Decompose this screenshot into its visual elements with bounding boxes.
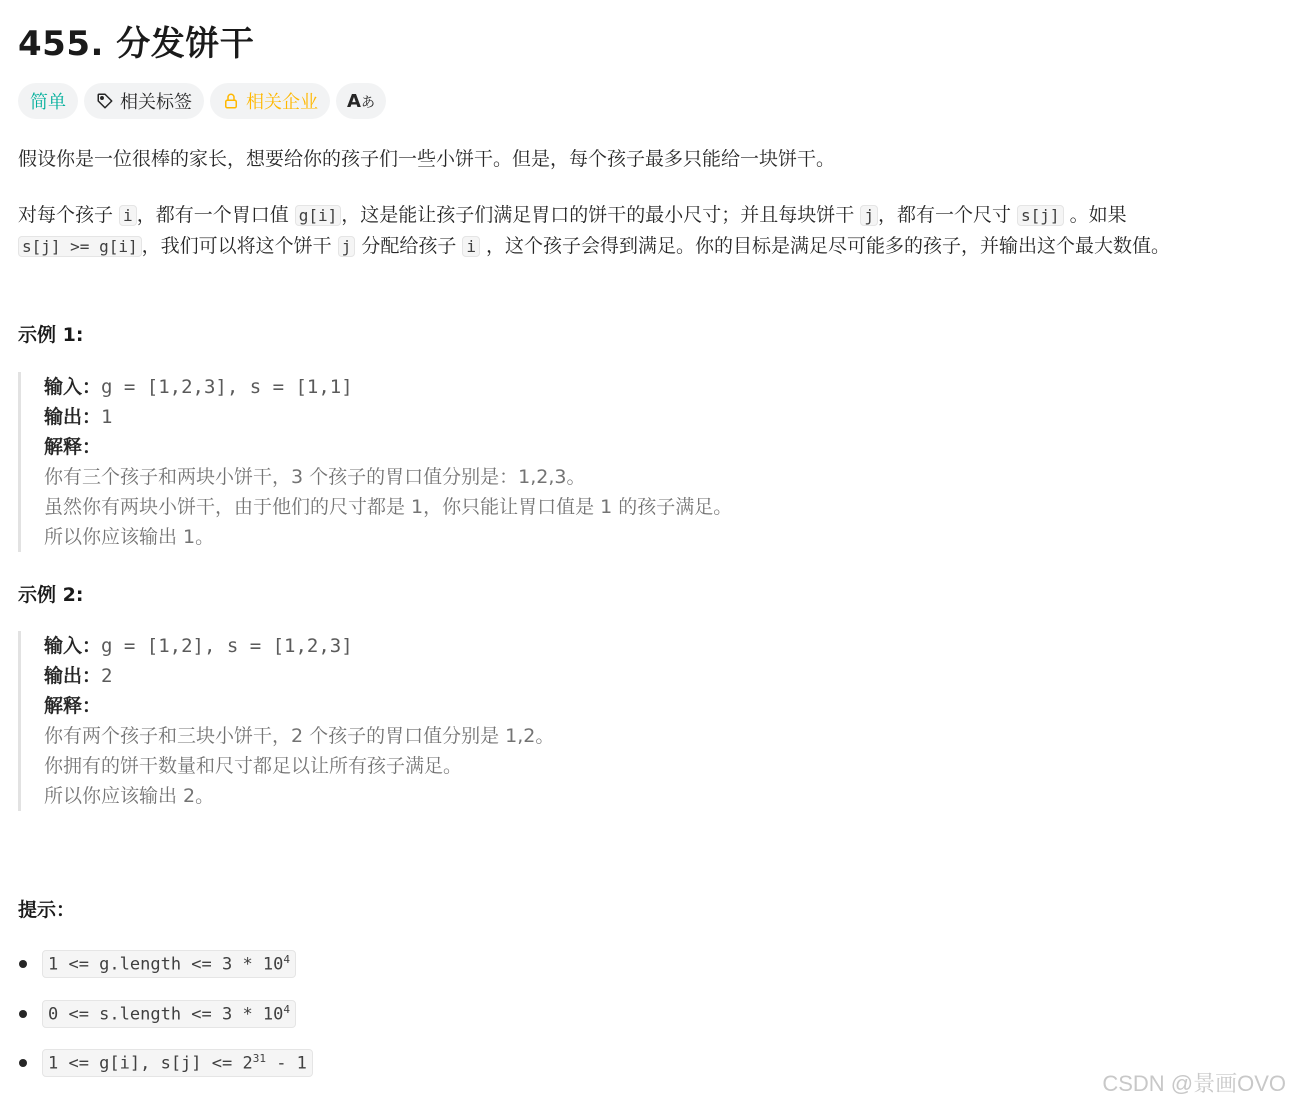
tag-row [18,83,386,119]
output-value: 1 [101,406,113,428]
text: 分配给孩子 [355,235,463,257]
example-2-heading: 示例 2: [18,584,84,606]
text: ，这是能让孩子们满足胃口的饼干的最小尺寸；并且每块饼干 [341,204,861,226]
input-value: g = [1,2,3], s = [1,1] [101,376,353,398]
text: ，这个孩子会得到满足。你的目标是满足尽可能多的孩子，并输出这个最大数值。 [480,235,1171,257]
constraint-text: 1 <= g.length <= 3 * 10 [48,954,284,975]
inline-code: j [338,236,356,257]
exponent: 31 [252,1052,266,1065]
lock-icon [222,92,240,110]
output-label: 输出： [44,406,102,428]
translate-icon: Aあ [347,90,375,112]
inline-code: i [462,236,480,257]
bullet-icon [19,1010,27,1018]
constraint-text: 1 <= g[i], s[j] <= 2 [48,1053,253,1074]
constraint-item [18,950,296,978]
explain-line: 你有两个孩子和三块小饼干，2 个孩子的胃口值分别是 1,2。 [44,725,555,747]
constraint-item [18,1049,313,1077]
input-value: g = [1,2], s = [1,2,3] [101,635,353,657]
explain-label: 解释： [44,695,102,717]
description-paragraph-1: 假设你是一位很棒的家长，想要给你的孩子们一些小饼干。但是，每个孩子最多只能给一块饼干。 [18,148,836,170]
text: ，我们可以将这个饼干 [141,235,338,257]
example-1-block [18,372,732,552]
bullet-icon [19,1059,27,1067]
description-paragraph-2 [18,200,1127,231]
text: ，都有一个尺寸 [877,204,1017,226]
input-label: 输入： [44,376,102,398]
example-1-heading: 示例 1: [18,324,84,346]
example-2-block [18,631,554,811]
explain-label: 解释： [44,436,102,458]
tag-icon [96,92,114,110]
example-input [44,372,732,402]
inline-code: s[j] [1017,205,1064,226]
example-output [44,661,554,691]
related-topics-button[interactable] [84,83,204,119]
constraint-tail: - 1 [265,1053,307,1074]
text: 。如果 [1063,204,1127,226]
example-explain-label [44,432,732,462]
exponent: 4 [283,953,291,966]
text: 对每个孩子 [18,204,120,226]
csdn-watermark: CSDN @景画OVO [1102,1071,1286,1096]
constraint-code [42,1049,313,1077]
problem-title: 455. 分发饼干 [18,24,255,64]
explain-line: 你拥有的饼干数量和尺寸都足以让所有孩子满足。 [44,755,463,777]
difficulty-badge[interactable]: 简单 [18,83,78,119]
example-output [44,402,732,432]
constraints-heading: 提示： [18,899,76,921]
bullet-icon [19,960,27,968]
example-input [44,631,554,661]
explain-line: 你有三个孩子和两块小饼干，3 个孩子的胃口值分别是：1,2,3。 [44,466,586,488]
input-label: 输入： [44,635,102,657]
constraint-text: 0 <= s.length <= 3 * 10 [48,1004,284,1025]
related-topics-label: 相关标签 [120,92,192,113]
output-value: 2 [101,665,113,687]
constraint-code [42,1000,296,1028]
constraint-code [42,950,296,978]
constraint-item [18,1000,296,1028]
example-explain-label [44,691,554,721]
inline-code: j [860,205,878,226]
text: ，都有一个胃口值 [136,204,295,226]
inline-code: i [119,205,137,226]
related-companies-button[interactable] [210,83,330,119]
inline-code: g[i] [295,205,342,226]
explain-line: 所以你应该输出 2。 [44,785,215,807]
description-paragraph-2-cont [18,231,1170,262]
output-label: 输出： [44,665,102,687]
exponent: 4 [283,1003,291,1016]
related-companies-label: 相关企业 [246,92,318,113]
translate-button[interactable] [336,83,386,119]
inline-code: s[j] >= g[i] [18,236,142,257]
explain-line: 虽然你有两块小饼干，由于他们的尺寸都是 1，你只能让胃口值是 1 的孩子满足。 [44,496,733,518]
explain-line: 所以你应该输出 1。 [44,526,215,548]
